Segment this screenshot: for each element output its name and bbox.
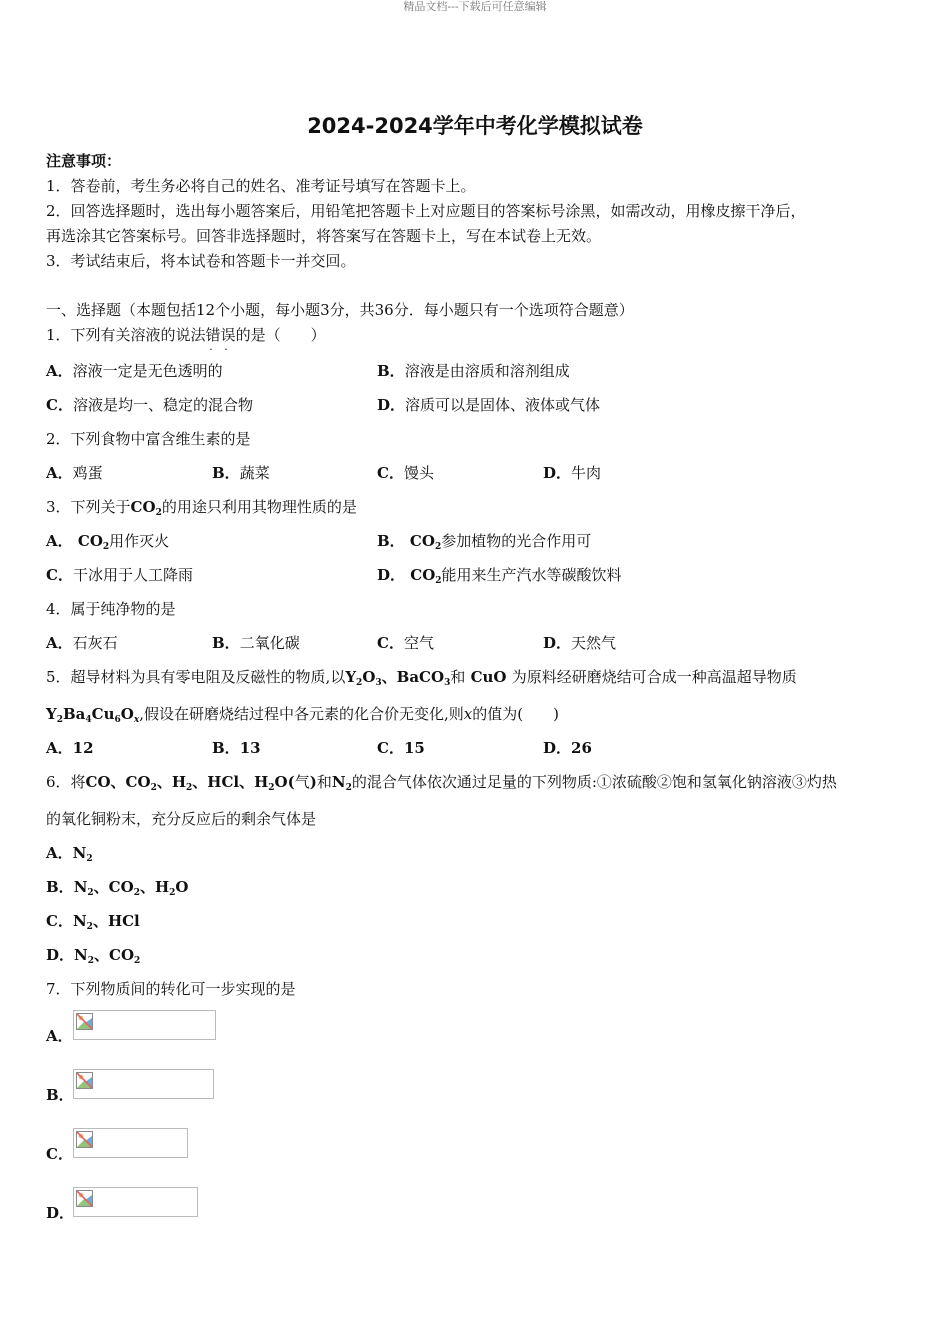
question-6-stem-line-2: 的氧化铜粉末，充分反应后的剩余气体是 bbox=[46, 810, 317, 828]
q2-option-a: A．鸡蛋 bbox=[46, 464, 103, 482]
q2-option-d: D．牛肉 bbox=[543, 464, 602, 482]
q3-option-b: B． $CO_2$参加植物的光合作用可 bbox=[377, 532, 592, 552]
q4-option-a: A．石灰石 bbox=[46, 634, 118, 652]
q3-option-d: D． $CO_2$能用来生产汽水等碳酸饮料 bbox=[377, 566, 622, 586]
q6-option-c: C．$N_2$、HCl bbox=[46, 912, 140, 932]
q1-option-c: C．溶液是均一、稳定的混合物 bbox=[46, 396, 253, 414]
question-2-stem: 2．下列食物中富含维生素的是 bbox=[46, 430, 251, 448]
q4-option-b: B．二氧化碳 bbox=[212, 634, 300, 652]
question-5-stem-line-1: 5．超导材料为具有零电阻及反磁性的物质,以$Y_2O_3$、BaCO$_3$和 CuO 为原料经研磨烧结可合成一种高温超导物质 bbox=[46, 668, 797, 688]
emphasis-marked-text: 错误 · · bbox=[206, 324, 236, 346]
notice-item-2: 2．回答选择题时，选出每小题答案后，用铅笔把答题卡上对应题目的答案标号涂黑，如需改动，用橡皮擦干净后， bbox=[46, 202, 806, 220]
question-7-stem: 7．下列物质间的转化可一步实现的是 bbox=[46, 980, 296, 998]
broken-image-icon bbox=[76, 1072, 93, 1089]
q5-option-d: D．26 bbox=[543, 739, 592, 757]
question-1-stem: 1．下列有关溶液的说法错误 · ·的是（ ） bbox=[46, 324, 326, 346]
q5-option-a: A．12 bbox=[46, 739, 94, 757]
q7-option-b-label: B． bbox=[46, 1086, 74, 1104]
q5-option-c: C．15 bbox=[377, 739, 425, 757]
broken-image-icon bbox=[76, 1190, 93, 1207]
q4-option-c: C．空气 bbox=[377, 634, 434, 652]
exam-title: 2024-2024学年中考化学模拟试卷 bbox=[307, 114, 643, 138]
broken-image-icon bbox=[76, 1013, 93, 1030]
q3-option-c: C．干冰用于人工降雨 bbox=[46, 566, 193, 584]
notice-item-3: 3．考试结束后，将本试卷和答题卡一并交回。 bbox=[46, 252, 356, 270]
question-4-stem: 4．属于纯净物的是 bbox=[46, 600, 176, 618]
q6-option-b: B．$N_2$、$CO_2$、$H_2O$ bbox=[46, 878, 189, 898]
section-heading: 一、选择题（本题包括12个小题，每小题3分，共36分．每小题只有一个选项符合题意） bbox=[46, 301, 634, 319]
question-5-stem-line-2: $Y_2Ba_4Cu_6O_x$,假设在研磨烧结过程中各元素的化合价无变化,则x的值为( ) bbox=[46, 705, 559, 725]
q2-option-c: C．馒头 bbox=[377, 464, 434, 482]
notice-item-1: 1．答卷前，考生务必将自己的姓名、准考证号填写在答题卡上。 bbox=[46, 177, 476, 195]
q7-option-a-image bbox=[73, 1010, 216, 1040]
q1-option-a: A．溶液一定是无色透明的 bbox=[46, 362, 223, 380]
q7-option-c-label: C． bbox=[46, 1145, 73, 1163]
q1-option-d: D．溶质可以是固体、液体或气体 bbox=[377, 396, 601, 414]
question-6-stem-line-1: 6．将CO、$CO_2$、$H_2$、HCl、$H_2O$(气)和$N_2$的混合气体依次通过足量的下列物质:①浓硫酸②饱和氢氧化钠溶液③灼热 bbox=[46, 773, 837, 793]
q7-option-c-image bbox=[73, 1128, 188, 1158]
q3-option-a: A． $CO_2$用作灭火 bbox=[46, 532, 170, 552]
q7-option-d-image bbox=[73, 1187, 198, 1217]
q7-option-d-label: D． bbox=[46, 1204, 75, 1222]
q7-option-a-label: A． bbox=[46, 1027, 73, 1045]
broken-image-icon bbox=[76, 1131, 93, 1148]
q5-option-b: B．13 bbox=[212, 739, 261, 757]
notice-heading: 注意事项： bbox=[46, 152, 122, 170]
q6-option-d: D．$N_2$、$CO_2$ bbox=[46, 946, 141, 966]
question-3-stem: 3．下列关于$CO_2$的用途只利用其物理性质的是 bbox=[46, 498, 357, 518]
notice-item-2-cont: 再选涂其它答案标号。回答非选择题时，将答案写在答题卡上，写在本试卷上无效。 bbox=[46, 227, 602, 245]
page-header: 精品文档---下载后可任意编辑 bbox=[403, 0, 547, 13]
q7-option-b-image bbox=[73, 1069, 214, 1099]
q2-option-b: B．蔬菜 bbox=[212, 464, 270, 482]
q6-option-a: A．$N_2$ bbox=[46, 844, 93, 864]
q1-option-b: B．溶液是由溶质和溶剂组成 bbox=[377, 362, 570, 380]
q4-option-d: D．天然气 bbox=[543, 634, 617, 652]
